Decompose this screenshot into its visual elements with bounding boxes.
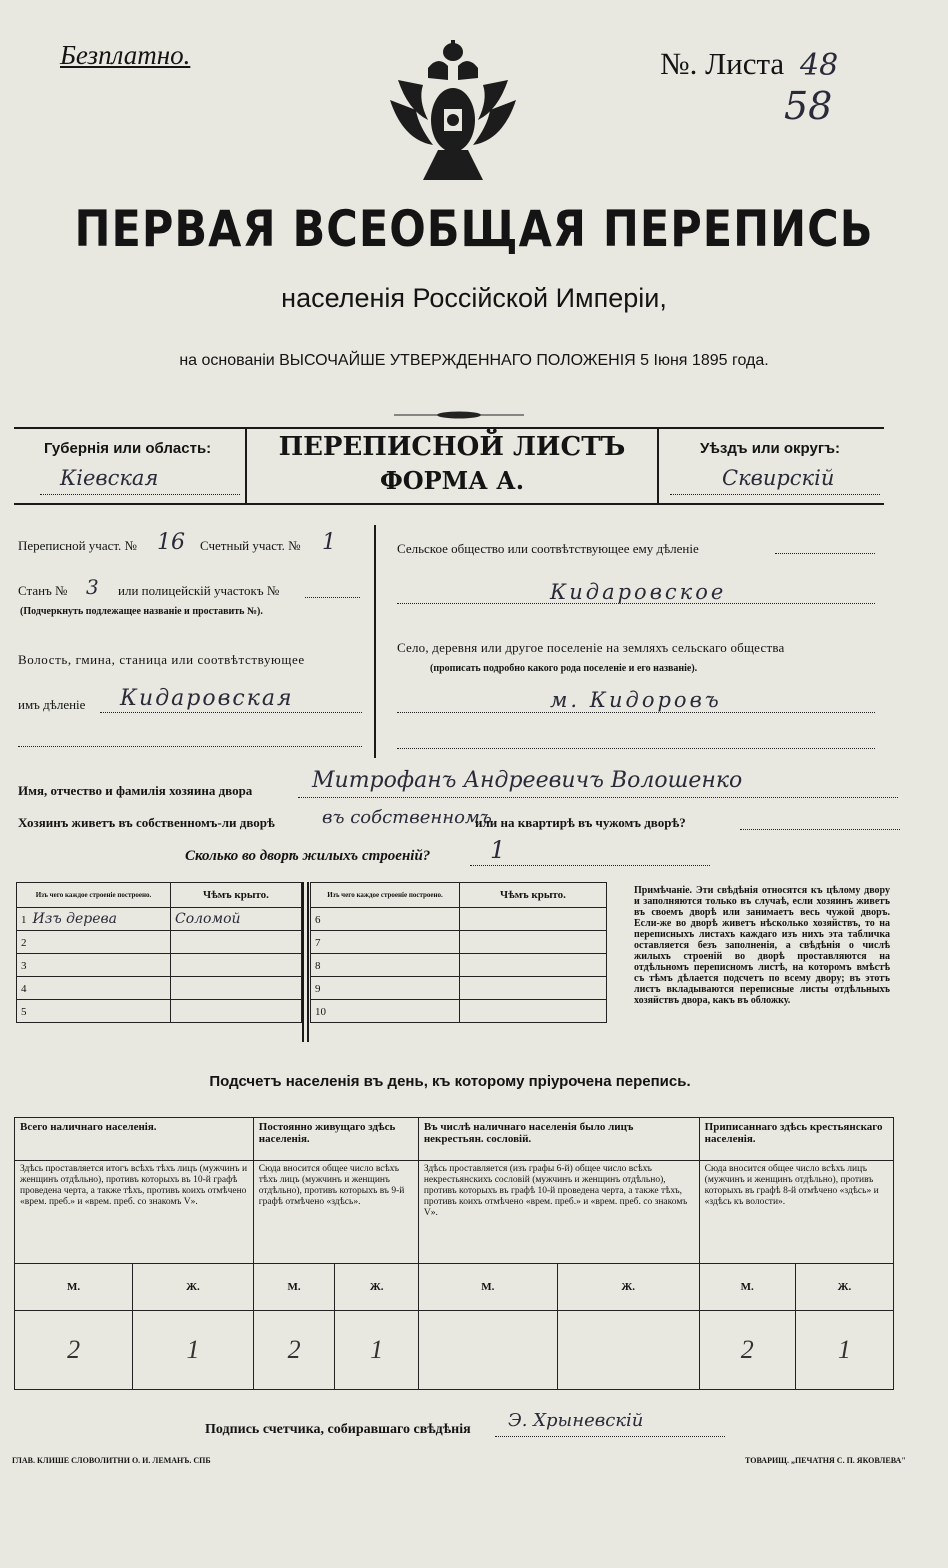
owner-lives-alternative: или на квартирѣ въ чужомъ дворѣ? — [475, 815, 686, 830]
page-title: ПЕРВАЯ ВСЕОБЩАЯ ПЕРЕПИСЬ — [74, 201, 874, 259]
building-material-cell — [311, 977, 460, 1000]
society-value: Кидаровское — [550, 580, 727, 604]
free-label: Безплатно. — [60, 40, 191, 70]
table-double-rule-2 — [307, 882, 309, 1042]
underline-instruction: (Подчеркнуть подлежащее названіе и проставить №). — [20, 606, 263, 617]
district-value-line — [670, 494, 880, 495]
building-roof-cell — [171, 1000, 302, 1023]
society-line-1 — [775, 553, 875, 554]
building-roof-cell — [171, 908, 302, 931]
fields-vertical-divider — [374, 525, 376, 758]
building-row-number: 3 — [21, 960, 27, 972]
village-instruction: (прописать подробно какого рода поселеніе и его названіе). — [430, 663, 698, 674]
province-label: Губернія или область: — [44, 440, 212, 457]
building-row-number: 8 — [315, 960, 321, 972]
buildings-table-right — [310, 882, 607, 1023]
buildings-count-line — [470, 865, 710, 866]
note-text: Эти свѣдѣнія относятся къ цѣлому двору и заполняются только въ случаѣ, если хозяинъ живетъ въ своемъ дворѣ или занимаетъ весь чужой дворъ. Если-же во дворѣ живетъ нѣсколько хозяйствъ, то на переписныхъ листахъ каждаго изъ нихъ эта табличка оставляется безъ заполненія, а свѣдѣнія о числѣ жилыхъ строеній во дворѣ проставляются на отдѣльномъ переписномъ листѣ, на которомъ вмѣстѣ съ тѣмъ дѣлается подсчетъ по всему двору; въ этотъ листъ вкладываются переписные листы отдѣльныхъ хозяйствъ двора, какъ въ обложку. — [634, 885, 890, 1006]
building-roof-cell — [460, 908, 607, 931]
camp-label: Станъ № — [18, 583, 68, 598]
population-table — [14, 1117, 894, 1390]
village-value: м. Кидоровъ — [550, 688, 722, 712]
building-row-number: 4 — [21, 983, 27, 995]
sheet-number-value: 48 — [800, 48, 839, 83]
village-line-2 — [397, 748, 875, 749]
volost-label: Волость, гмина, станица или соотвѣтствующее — [18, 652, 305, 667]
building-row-number: 1 — [21, 914, 27, 926]
province-value-line — [40, 494, 240, 495]
building-roof-value: Соломой — [175, 911, 241, 927]
female-count-value: 1 — [133, 1311, 254, 1390]
police-station-label: или полицейскій участокъ № — [118, 583, 280, 598]
building-row — [311, 954, 607, 977]
building-roof-cell — [460, 977, 607, 1000]
buildings-note — [634, 885, 890, 1006]
building-material-cell — [311, 954, 460, 977]
count-area-label: Счетный участ. № — [200, 538, 301, 553]
district-label: Уѣздъ или округъ: — [700, 440, 841, 457]
table-double-rule — [302, 882, 304, 1042]
building-row — [311, 1000, 607, 1023]
building-row — [17, 954, 302, 977]
female-column-label: Ж. — [133, 1264, 254, 1311]
society-label: Сельское общество или соотвѣтствующее ему дѣленіе — [397, 541, 699, 556]
sheet-number-label: №. Листа — [660, 46, 785, 81]
imperial-eagle-emblem — [388, 40, 518, 190]
left-blank-line — [18, 746, 362, 747]
building-material-cell — [311, 1000, 460, 1023]
building-row — [17, 1000, 302, 1023]
population-column-description: Сюда вносится общее число всѣхъ тѣхъ лицъ (мужчинъ и женщинъ отдѣльно), противъ которыхъ въ 9-й графѣ отмѣчено «здѣсь». — [253, 1161, 418, 1264]
village-line-1 — [397, 712, 875, 713]
male-column-label: М. — [699, 1264, 795, 1311]
building-material-cell — [17, 908, 171, 931]
male-count-value — [418, 1311, 557, 1390]
note-title: Примѣчаніе. — [634, 885, 693, 896]
owner-name-line — [298, 797, 898, 798]
male-column-label: М. — [253, 1264, 335, 1311]
building-roof-cell — [171, 977, 302, 1000]
population-column-header: Всего наличнаго населенія. — [15, 1118, 254, 1161]
building-row-number: 6 — [315, 914, 321, 926]
building-row-number: 5 — [21, 1006, 27, 1018]
signature-line — [495, 1436, 725, 1437]
female-column-label: Ж. — [795, 1264, 893, 1311]
building-roof-cell — [460, 954, 607, 977]
census-area-label: Переписной участ. № — [18, 538, 137, 553]
society-line-2 — [397, 603, 875, 604]
buildings-table-left — [16, 882, 302, 1023]
building-material-cell — [17, 954, 171, 977]
roof-column-header: Чѣмъ крыто. — [171, 883, 302, 908]
province-value: Кіевская — [60, 466, 159, 490]
building-material-value: Изъ дерева — [32, 911, 118, 927]
signature-value: Э. Хрыневскій — [508, 1410, 644, 1431]
population-title: Подсчетъ населенія въ день, къ которому пріурочена перепись. — [209, 1073, 691, 1090]
division-value: Кидаровская — [120, 686, 294, 711]
female-column-label: Ж. — [335, 1264, 418, 1311]
male-count-value: 2 — [253, 1311, 335, 1390]
population-column-header: Въ числѣ наличнаго населенія было лицъ некрестьян. сословій. — [418, 1118, 699, 1161]
count-area-value: 1 — [322, 530, 336, 555]
building-material-cell — [311, 908, 460, 931]
population-column-description: Здѣсь проставляется (изъ графы 6-й) общее число всѣхъ некрестьянскихъ сословій (мужчинъ и женщинъ отдѣльно), противъ которыхъ въ графѣ 10-й проведена черта, а также тѣхъ, противъ коихъ отмѣчено «врем. преб.» и «врем. преб. со знакомъ V». — [418, 1161, 699, 1264]
building-roof-cell — [460, 1000, 607, 1023]
owner-name-label: Имя, отчество и фамилія хозяина двора — [18, 783, 253, 798]
building-material-cell — [17, 977, 171, 1000]
building-material-cell — [311, 931, 460, 954]
building-row — [17, 977, 302, 1000]
buildings-count-value: 1 — [490, 836, 506, 864]
buildings-count-label: Сколько во дворѣ жилыхъ строеній? — [185, 848, 431, 864]
district-value: Сквирскій — [722, 466, 835, 490]
building-material-cell — [17, 931, 171, 954]
owner-lives-label: Хозяинъ живетъ въ собственномъ-ли дворѣ — [18, 815, 275, 830]
building-roof-cell — [460, 931, 607, 954]
population-column-header: Приписаннаго здѣсь крестьянскаго населенія. — [699, 1118, 893, 1161]
population-column-description: Здѣсь проставляется итогъ всѣхъ тѣхъ лицъ (мужчинъ и женщинъ отдѣльно), противъ которыхъ въ 10-й графѣ проведена черта, а также тѣхъ, противъ коихъ отмѣчено «врем. преб.» и «врем. преб. со знакомъ V». — [15, 1161, 254, 1264]
building-row — [311, 931, 607, 954]
building-row — [311, 908, 607, 931]
form-subtitle: ФОРМА А. — [379, 466, 525, 495]
owner-lives-value: въ собственномъ — [322, 807, 492, 828]
building-row-number: 7 — [315, 937, 321, 949]
female-count-value — [557, 1311, 699, 1390]
census-area-value: 16 — [157, 530, 185, 555]
material-column-header: Изъ чего каждое строеніе построено. — [17, 883, 171, 908]
building-roof-cell — [171, 954, 302, 977]
division-value-line — [100, 712, 362, 713]
building-row-number: 2 — [21, 937, 27, 949]
male-count-value: 2 — [699, 1311, 795, 1390]
village-label: Село, деревня или другое поселеніе на земляхъ сельскаго общества — [397, 640, 785, 655]
building-row-number: 10 — [315, 1006, 326, 1018]
ornament-divider — [394, 404, 524, 412]
division-label: имъ дѣленіе — [18, 697, 86, 712]
male-count-value: 2 — [15, 1311, 133, 1390]
building-row — [17, 931, 302, 954]
camp-value: 3 — [86, 575, 99, 599]
owner-name-value: Митрофанъ Андреевичъ Волошенко — [312, 768, 743, 793]
building-roof-cell — [171, 931, 302, 954]
form-header-bottom-rule — [14, 503, 884, 505]
population-column-description: Сюда вносится общее число всѣхъ лицъ (мужчинъ и женщинъ отдѣльно), противъ которыхъ въ графѣ 8-й отмѣчено «здѣсь» и «здѣсь къ волости». — [699, 1161, 893, 1264]
form-header-top-rule — [14, 427, 884, 429]
roof-column-header-right: Чѣмъ крыто. — [460, 883, 607, 908]
female-count-value: 1 — [795, 1311, 893, 1390]
population-column-header: Постоянно живущаго здѣсь населенія. — [253, 1118, 418, 1161]
male-column-label: М. — [418, 1264, 557, 1311]
legal-basis-line: на основаніи ВЫСОЧАЙШЕ УТВЕРЖДЕННАГО ПОЛОЖЕНІЯ 5 Іюня 1895 года. — [179, 352, 769, 369]
owner-lives-line — [740, 829, 900, 830]
signature-label: Подпись счетчика, собиравшаго свѣдѣнія — [205, 1422, 471, 1437]
form-header-divider-right — [657, 427, 659, 505]
building-row — [17, 908, 302, 931]
form-title: ПЕРЕПИСНОЙ ЛИСТЪ — [278, 432, 626, 462]
printer-left: ГЛАВ. КЛИШЕ СЛОВОЛИТНИ О. И. ЛЕМАНЪ. СПБ — [12, 1456, 211, 1465]
sheet-number-secondary: 58 — [784, 84, 833, 128]
male-column-label: М. — [15, 1264, 133, 1311]
female-column-label: Ж. — [557, 1264, 699, 1311]
page-subtitle: населенія Россійской Имперіи, — [281, 283, 667, 313]
building-row — [311, 977, 607, 1000]
printer-right: ТОВАРИЩ. „ПЕЧАТНЯ С. П. ЯКОВЛЕВА" — [745, 1456, 906, 1465]
police-station-line — [305, 597, 360, 598]
material-column-header-right: Изъ чего каждое строеніе построено. — [311, 883, 460, 908]
building-material-cell — [17, 1000, 171, 1023]
female-count-value: 1 — [335, 1311, 418, 1390]
building-row-number: 9 — [315, 983, 321, 995]
